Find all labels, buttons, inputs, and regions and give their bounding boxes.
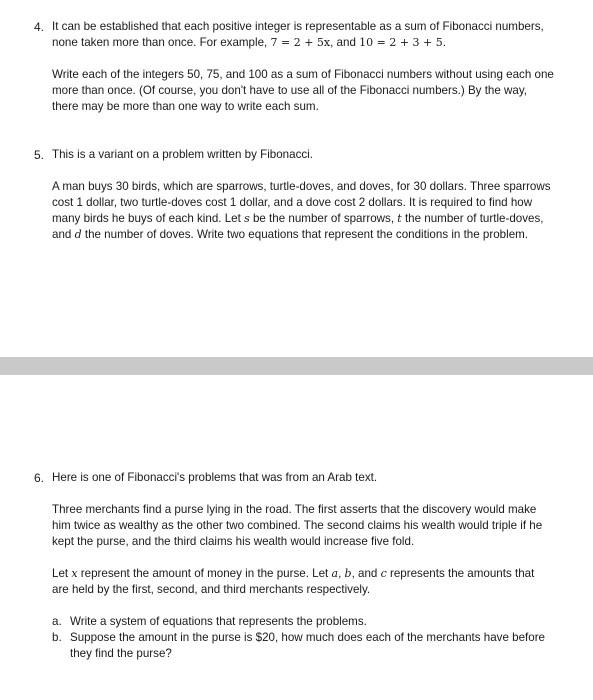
subquestion-list <box>52 614 554 662</box>
page-separator <box>0 357 593 375</box>
math-variable: x <box>71 567 78 580</box>
problem-number: 6. <box>34 471 45 485</box>
problem-intro: Here is one of Fibonacci's problems that was from an Arab text. <box>52 471 378 484</box>
math-variable: a <box>331 567 339 580</box>
math-variable: d <box>74 228 82 241</box>
math-example: 10 = 2 + 3 + 5 <box>359 36 443 49</box>
problem-intro: This is a variant on a problem written by Fibonacci. <box>52 148 313 161</box>
problem-number: 4. <box>34 20 45 34</box>
problem-task: A man buys 30 birds, which are sparrows, turtle-doves, and doves, for 30 dollars. Three sparrows cost 1 dollar, two turtle-doves cost 1 dollar, and a dove cost 2 dollars. It is required to find how many birds he buys of each kind. Let s be the number of sparrows, t the number of turtle-doves, and d the number of doves. Write two equations that represent the conditions in the problem. <box>52 180 551 241</box>
math-example: 7 = 2 + 5x <box>270 36 331 49</box>
page-bottom <box>0 375 593 700</box>
problem-body <box>52 147 554 243</box>
problem-variables: Let x represent the amount of money in the purse. Let a, b, and c represents the amounts that are held by the first, second, and third merchants respectively. <box>52 567 535 596</box>
problem-story: Three merchants find a purse lying in the road. The first asserts that the discovery would make him twice as wealthy as the other two combined. The second claims his wealth would triple if he kept the purse, and the third claims his wealth would increase five fold. <box>52 503 543 548</box>
math-variable: b <box>344 567 352 580</box>
subquestion-b: b. Suppose the amount in the purse is $20, how much does each of the merchants have before they find the purse? <box>52 631 545 660</box>
problem-intro: It can be established that each positive integer is representable as a sum of Fibonacci numbers, none taken more than once. For example, 7 = 2 + 5x, and 10 = 2 + 3 + 5. <box>52 20 544 49</box>
problem-body <box>52 470 554 662</box>
math-variable: t <box>397 212 402 225</box>
math-variable: c <box>380 567 387 580</box>
subquestion-a: a. Write a system of equations that represents the problems. <box>52 615 367 628</box>
problem-number: 5. <box>34 148 45 162</box>
math-variable: s <box>244 212 250 225</box>
problem-task: Write each of the integers 50, 75, and 100 as a sum of Fibonacci numbers without using each one more than once. (Of course, you don't have to use all of the Fibonacci numbers.) By the way, there may be more than one way to write each sum. <box>52 68 554 113</box>
problem-body <box>52 19 554 115</box>
